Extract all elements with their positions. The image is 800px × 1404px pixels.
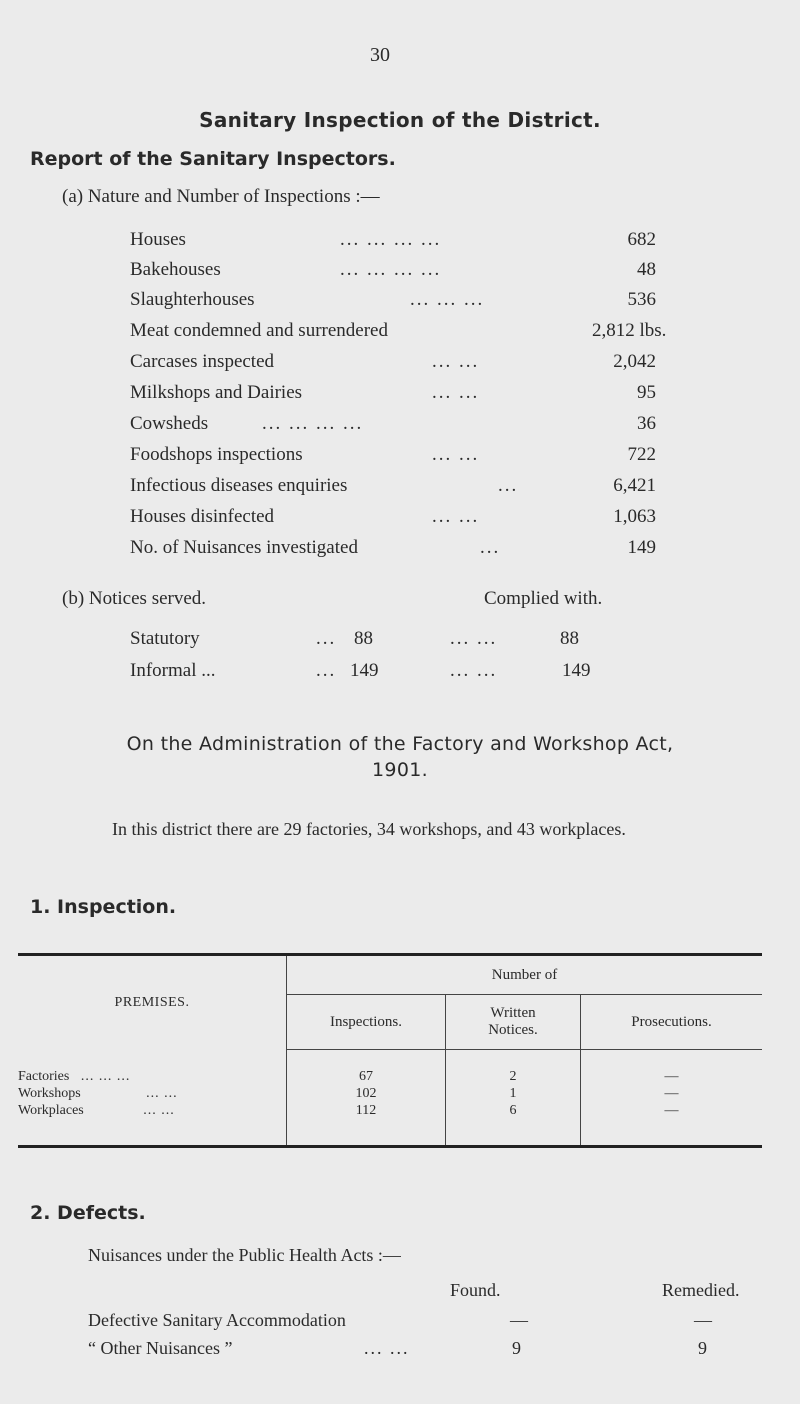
defects-heading: 2. Defects. bbox=[30, 1202, 146, 1224]
leader-dots: ... ... ... ... bbox=[340, 229, 442, 250]
inspection-heading: 1. Inspection. bbox=[30, 896, 177, 918]
page-number: 30 bbox=[370, 44, 390, 66]
premises-name: Factories bbox=[18, 1068, 70, 1084]
remedied-column-header: Remedied. bbox=[662, 1280, 740, 1300]
inspection-value: 2,042 bbox=[613, 351, 656, 372]
notice-served-value: 88 bbox=[354, 628, 373, 649]
written-notices-column-header bbox=[446, 995, 581, 1050]
leader-dots: ... ... ... bbox=[410, 289, 485, 310]
inspection-label: Milkshops and Dairies bbox=[130, 382, 303, 403]
leader-dots: ... ... ... bbox=[80, 1068, 131, 1084]
inspection-label: Foodshops inspections bbox=[130, 444, 303, 465]
notice-complied-value: 88 bbox=[560, 628, 579, 649]
inspection-value: 149 bbox=[627, 537, 656, 558]
leader-dots: ... ... ... ... bbox=[262, 413, 364, 434]
inspection-label: Bakehouses bbox=[130, 259, 221, 280]
defect-remedied-value: 9 bbox=[698, 1338, 707, 1358]
inspection-value: 722 bbox=[627, 444, 656, 465]
leader-dots: ... ... bbox=[450, 628, 498, 649]
written-label: Written bbox=[490, 1005, 536, 1021]
defect-found-value: 9 bbox=[512, 1338, 521, 1358]
notice-label: Informal ... bbox=[130, 660, 216, 681]
inspection-label: Carcases inspected bbox=[130, 351, 275, 372]
leader-dots: ... ... bbox=[450, 660, 498, 681]
defects-intro: Nuisances under the Public Health Acts :— bbox=[88, 1245, 401, 1265]
inspection-label: Meat condemned and surrendered bbox=[130, 320, 388, 341]
table-row bbox=[18, 1068, 762, 1085]
defect-found-value: — bbox=[510, 1310, 528, 1330]
leader-dots: ... ... ... ... bbox=[340, 259, 442, 280]
leader-dots: ... bbox=[316, 628, 337, 649]
premises-name: Workshops bbox=[18, 1085, 81, 1101]
inspection-value: 682 bbox=[627, 229, 656, 250]
prosecutions-column-header: Prosecutions. bbox=[581, 995, 763, 1050]
notices-label: Notices. bbox=[488, 1022, 538, 1038]
prosecutions-value: — bbox=[664, 1068, 679, 1084]
inspection-value: 1,063 bbox=[613, 506, 656, 527]
notice-label: Statutory bbox=[130, 628, 200, 649]
prosecutions-value: — bbox=[664, 1085, 679, 1101]
premises-name: Workplaces bbox=[18, 1102, 84, 1118]
leader-dots: ... bbox=[316, 660, 337, 681]
report-heading: Report of the Sanitary Inspectors. bbox=[30, 148, 396, 170]
factory-act-heading-year: 1901. bbox=[372, 759, 428, 781]
premises-header: PREMISES. bbox=[18, 955, 287, 1050]
complied-heading: Complied with. bbox=[484, 588, 603, 609]
leader-dots: ... bbox=[480, 537, 501, 558]
defect-label: Defective Sanitary Accommodation bbox=[88, 1310, 346, 1330]
inspection-label: Houses disinfected bbox=[130, 506, 275, 527]
table-row bbox=[18, 1085, 762, 1102]
inspections-value: 67 bbox=[287, 1068, 446, 1085]
notices-value: 2 bbox=[446, 1068, 581, 1085]
page-title: Sanitary Inspection of the District. bbox=[199, 108, 601, 132]
leader-dots: ... ... bbox=[143, 1102, 175, 1118]
defect-label: “ Other Nuisances ” bbox=[88, 1338, 233, 1358]
notices-value: 6 bbox=[446, 1102, 581, 1119]
leader-dots: ... ... bbox=[432, 506, 480, 527]
inspections-column-header: Inspections. bbox=[287, 995, 446, 1050]
leader-dots: ... ... bbox=[146, 1085, 178, 1101]
notice-served-value: 149 bbox=[350, 660, 379, 681]
inspection-label: Houses bbox=[130, 229, 186, 250]
number-of-header: Number of bbox=[287, 955, 763, 995]
section-b-heading: (b) Notices served. bbox=[62, 588, 207, 609]
inspection-label: No. of Nuisances investigated bbox=[130, 537, 358, 558]
inspection-value: 6,421 bbox=[613, 475, 656, 496]
inspections-value: 112 bbox=[287, 1102, 446, 1119]
inspection-value: 48 bbox=[637, 259, 656, 280]
prosecutions-value: — bbox=[664, 1102, 679, 1118]
found-column-header: Found. bbox=[450, 1280, 501, 1300]
leader-dots: ... ... bbox=[432, 351, 480, 372]
leader-dots: ... bbox=[498, 475, 519, 496]
factory-act-heading: On the Administration of the Factory and Workshop Act, bbox=[126, 733, 674, 755]
inspection-label: Slaughterhouses bbox=[130, 289, 255, 310]
leader-dots: ... ... bbox=[364, 1338, 410, 1358]
inspection-value: 36 bbox=[637, 413, 656, 434]
inspections-value: 102 bbox=[287, 1085, 446, 1102]
defect-remedied-value: — bbox=[694, 1310, 712, 1330]
factory-paragraph: In this district there are 29 factories, 34 workshops, and 43 workplaces. bbox=[112, 819, 626, 839]
inspection-table bbox=[18, 953, 762, 1148]
inspection-value: 536 bbox=[627, 289, 656, 310]
leader-dots: ... ... bbox=[432, 382, 480, 403]
table-row bbox=[18, 1102, 762, 1119]
inspection-value: 2,812 lbs. bbox=[592, 320, 667, 341]
inspection-label: Infectious diseases enquiries bbox=[130, 475, 348, 496]
section-a-heading: (a) Nature and Number of Inspections :— bbox=[62, 186, 380, 207]
inspection-value: 95 bbox=[637, 382, 656, 403]
notices-value: 1 bbox=[446, 1085, 581, 1102]
notice-complied-value: 149 bbox=[562, 660, 591, 681]
leader-dots: ... ... bbox=[432, 444, 480, 465]
inspection-label: Cowsheds bbox=[130, 413, 209, 434]
